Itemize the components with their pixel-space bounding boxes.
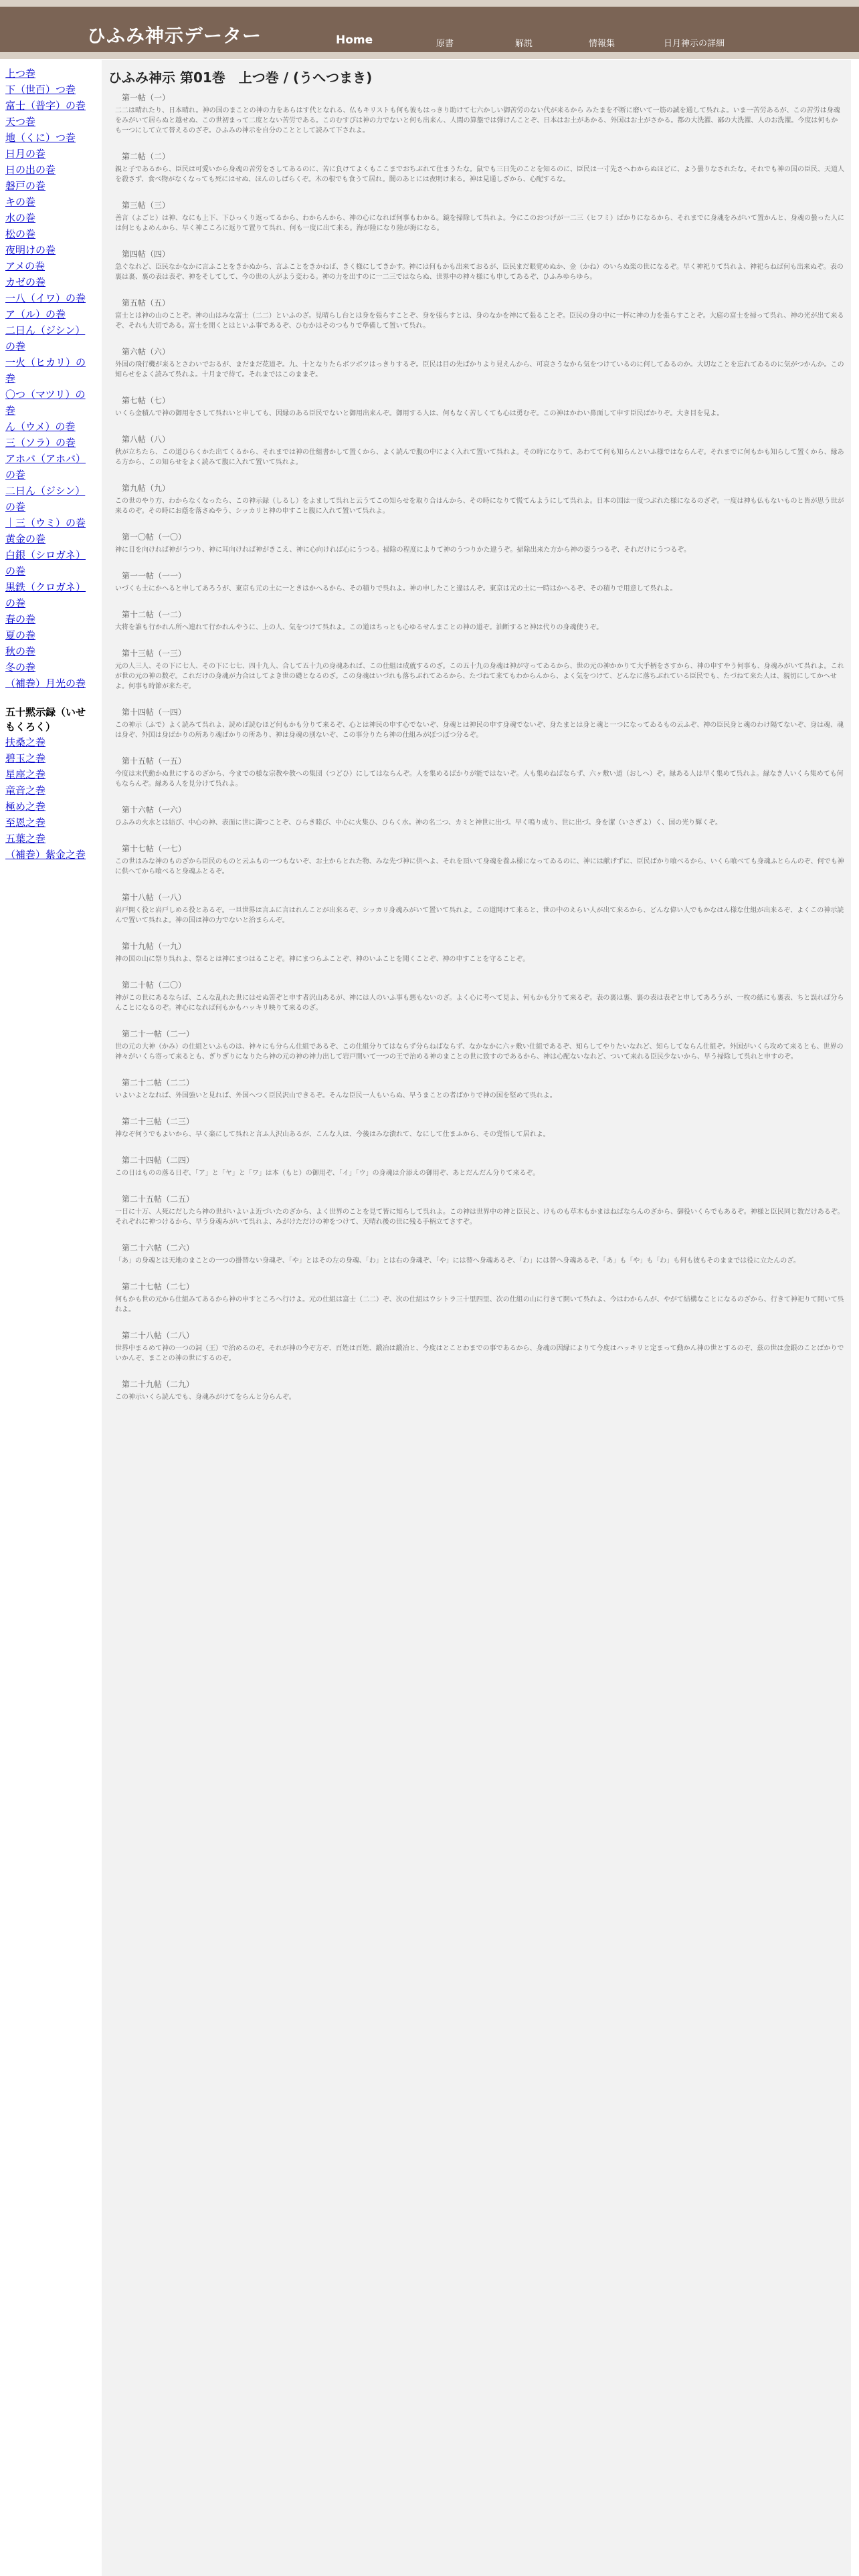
verse-text: いくら金積んで神の御用をさして呉れいと申しても、因縁のある臣民でないと御用出来んぞ。御用する人は、何もなく苦しくても心は勇むぞ。この神はかわい鼻面して申す臣民ばかりぞ。大き目を見よ。 bbox=[115, 410, 724, 417]
verse-text: 世の元の大神（かみ）の仕組といふものは、神々にも分らん仕組であるぞ、この仕組分りてはならず分らねばならず、なかなかに六ヶ敷い仕組であるぞ、知らしてやりたいなれど、知らしてならん仕組ぞ。外国がいくら攻めて来るとも、世界の神々がいくら寄って来るとも、ぎりぎりになりたら神の元の神の神力出して岩戸開いて一つの王で治める神のまことの世に致すのであるから、神は心配ないなれど、ついて来れる臣民少ないから、早う掃除して呉れと申すのぞ。 bbox=[115, 1043, 844, 1061]
verse-heading: 第一〇帖（一〇） bbox=[122, 532, 187, 542]
top-nav bbox=[0, 35, 859, 51]
verse-text: 何もかも世の元から仕組みてあるから神の申すところへ行けよ。元の仕組は富士（二二）ぞ、次の仕組はウシトラ三十里四里、次の仕組の山に行きて開いて呉れよ、今はわからんが、やがて結構なことになるのざから、行きて神祀りて開いて呉れよ。 bbox=[115, 1296, 844, 1313]
verse-text: 親と子であるから、臣民は可愛いから身魂の苦労をさしてあるのに、苦に負けてよくもここまでおちぶれて仕まうたな。鼠でも三日先のことを知るのに、臣民は一寸先さへわからぬほどに、よう曇りなされたな。それでも神の国の臣民、天道人を殺さず、食べ物がなくなっても死にはせぬ、ほんのしばらくぞ。木の根でも食うて居れ。闇のあとには夜明け来る。神は見通しざから、心配するな。 bbox=[115, 166, 844, 183]
verse-block bbox=[107, 1077, 851, 1101]
sidebar-item-link[interactable]: 黄金の巻 bbox=[5, 533, 46, 545]
sidebar-item-link[interactable]: カゼの巻 bbox=[5, 276, 46, 288]
verse-heading: 第二帖（二） bbox=[122, 152, 171, 161]
nav-link-commentary[interactable]: 解説 bbox=[515, 39, 533, 49]
verse-text: この世はみな神のものざから臣民のものと云ふもの一つもないぞ、お土からとれた物、みな先づ神に供へよ、それを頂いて身魂を養ふ様になってゐるのに、神には献げずに、臣民ばかり喰べるから、いくら喰べても身魂ふとらんのぞ、何でも神に供へてから喰べると身魂ふとるぞ。 bbox=[115, 858, 844, 875]
verse-heading: 第二十九帖（二九） bbox=[122, 1380, 195, 1389]
verse-heading: 第二十帖（二〇） bbox=[122, 980, 187, 990]
sidebar-item-link[interactable]: 日月の巻 bbox=[5, 148, 46, 160]
verse-heading: 第三帖（三） bbox=[122, 201, 171, 210]
sidebar-item-link[interactable]: 日の出の巻 bbox=[5, 164, 56, 176]
header bbox=[0, 0, 859, 59]
sidebar-item-link[interactable]: 水の巻 bbox=[5, 212, 36, 224]
nav-link-info[interactable]: 情報集 bbox=[589, 39, 615, 49]
verse-text: 外国の飛行機が来るとさわいでおるが、まだまだ花道ぞ。九、十となりたらボツボツはっきりするぞ。臣民は目の先ばかりより見えんから、可哀さうなから気をつけているのに何してゐるのか。大切なことを忘れてゐるのに気がつかんか。この知らせをよく読みて呉れよ。十月まで待て。それまではこのままぞ。 bbox=[115, 361, 844, 379]
sidebar-mokuroku-link[interactable]: 極め之巻 bbox=[5, 800, 46, 813]
verse-heading: 第十七帖（一七） bbox=[122, 844, 187, 853]
sidebar-item-link[interactable]: アホバ（アホバ）の巻 bbox=[5, 453, 86, 481]
verse-block bbox=[107, 346, 851, 380]
sidebar-item-link[interactable]: ア（ル）の巻 bbox=[5, 308, 66, 320]
verse-text: 世界中まるめて神の一つの詞（王）で治めるのぞ。それが神の今ぞ方ぞ、百姓は百姓、鍛冶は鍛冶と、今度はとことわまでの事であるから、身魂の因縁によりて今度はハッキリと定まって動かん神の世とするのぞ、茲の世は金銀のことばかりでいかんぞ、まことの神の世にするのぞ。 bbox=[115, 1345, 844, 1362]
verse-block bbox=[107, 395, 851, 419]
verse-heading: 第二十三帖（二三） bbox=[122, 1117, 195, 1126]
verse-heading: 第二十二帖（二二） bbox=[122, 1078, 195, 1087]
verse-text: この神示いくら読んでも、身魂みがけてをらんと分らんぞ。 bbox=[115, 1394, 296, 1401]
sidebar-mokuroku-link[interactable]: （補巻）紫金之巻 bbox=[5, 849, 86, 861]
sidebar-item-link[interactable]: 冬の巻 bbox=[5, 661, 36, 673]
verse-block bbox=[107, 979, 851, 1013]
sidebar-item-link[interactable]: キの巻 bbox=[5, 196, 36, 208]
verse-heading: 第四帖（四） bbox=[122, 249, 171, 259]
main-content bbox=[102, 60, 851, 2576]
verse-text: 今度は末代動かぬ世にするのざから、今までの様な宗教や教への集団（つどひ）にしてはならんぞ。人を集めるばかりが能ではないぞ。人も集めねばならず、六ヶ敷い道（おしへ）ぞ。縁ある人は早く集めて呉れよ。縁なき人いくら集めても何もならんぞ。縁ある人を見分けて呉れよ。 bbox=[115, 770, 844, 788]
sidebar-mokuroku-link[interactable]: 竜音之巻 bbox=[5, 784, 46, 796]
verse-block bbox=[107, 804, 851, 828]
sidebar-item-link[interactable]: 上つ巻 bbox=[5, 68, 36, 80]
verse-text: 秋が立ちたら、この道ひらくかた出てくるから、それまでは神の仕組書かして置くから、よく読んで腹の中によく入れて置いて呉れよ。その時になりて、あわてて何も知らんといふ様ではならんぞ。それまでに何もかも知らして置くから、縁ある方から、この知らせをよく読みて腹に入れて置いて呉れよ。 bbox=[115, 449, 844, 466]
sidebar-item-link[interactable]: 白銀（シロガネ）の巻 bbox=[5, 549, 86, 577]
sidebar-item-link[interactable]: 二日ん（ジシン）の巻 bbox=[5, 324, 86, 352]
verse-heading: 第七帖（七） bbox=[122, 396, 171, 405]
verse-text: この日はものの落る日ぞ、「ア」と「ヤ」と「ワ」は本（もと）の御用ぞ、「イ」「ウ」の身魂は介添えの御用ぞ、あとだんだん分りて来るぞ。 bbox=[115, 1170, 540, 1177]
verse-block bbox=[107, 433, 851, 467]
verse-block bbox=[107, 891, 851, 926]
verse-block bbox=[107, 248, 851, 282]
sidebar-section-title: 五十黙示録（いせもくろく） bbox=[5, 706, 86, 733]
verse-heading: 第二十五帖（二五） bbox=[122, 1194, 195, 1204]
sidebar-mokuroku-list bbox=[5, 734, 94, 863]
verse-text: 二二は晴れたり、日本晴れ。神の国のまことの神の力をあらはす代となれる、仏もキリストも何も彼もはっきり助けて七六かしい御苦労のない代が来るから みたまを不断に磨いて一筋の誠を通して呉れよ。いま一苦労あるが、この苦労は身魂をみがいて居らぬと越せぬ、この世初まって二度とない苦労である。このむすびは神の力でないと何も出来ん、人間の算盤では弾けんことぞ、日本はお土があかる、外国はお土がさかる。都の大洗濯、鄙の大洗濯、人のお洗濯。今度は何もかも一つにして立て替えるのざぞ。ひふみの神示を自分のこととして読みて下されよ。 bbox=[115, 107, 840, 134]
sidebar-item-link[interactable]: 三（ソラ）の巻 bbox=[5, 437, 76, 449]
verse-block bbox=[107, 297, 851, 331]
verse-block bbox=[107, 570, 851, 594]
site-title[interactable]: ひふみ神示データー bbox=[87, 25, 262, 47]
nav-link-details[interactable]: 日月神示の詳細 bbox=[664, 39, 725, 49]
sidebar-item-link[interactable]: ｜三（ウミ）の巻 bbox=[5, 517, 86, 529]
verse-text: 神なぞ何うでもよいから、早く楽にして呉れと言ふ人沢山あるが、こんな人は、今後はみな潰れて、なにして仕まふから、その覚悟して居れよ。 bbox=[115, 1131, 550, 1138]
verse-block bbox=[107, 1329, 851, 1364]
sidebar-mokuroku-link[interactable]: 碧玉之巻 bbox=[5, 752, 46, 764]
sidebar-item-link[interactable]: アメの巻 bbox=[5, 260, 45, 272]
page-title: ひふみ神示 第01巻 上つ巻 / (うへつまき) bbox=[108, 70, 373, 86]
verse-heading: 第五帖（五） bbox=[122, 298, 171, 308]
verse-heading: 第六帖（六） bbox=[122, 347, 171, 356]
sidebar-item-link[interactable]: 富士（普字）の巻 bbox=[5, 100, 86, 112]
sidebar-item-link[interactable]: （補巻）月光の巻 bbox=[5, 677, 86, 689]
verse-text: 元の人三人、その下に七人、その下に七七、四十九人、合して五十九の身魂あれば、この仕組は成就するのざ。この五十九の身魂は神が守ってゐるから、世の元の神かかりて大手柄をさすから、神の申すやう何事も、身魂みがいて呉れよ。これが世の元の神の数ぞ。これだけの身魂が力合はしてよき世の礎となるのざ。この身魂はいづれも落ちぶれてゐるから、たづねて来てもわからんから、よく気をつけて、どんなに落ちぶれている臣民でも、たづねて来た人は、親切にしてかへせよ。何事も時節が来たぞ。 bbox=[115, 663, 844, 690]
verse-text: いよいよとなれば、外国強いと見れば、外国へつく臣民沢山できるぞ。そんな臣民一人もいらぬ、早うまことの者ばかりで神の国を堅めて呉れよ。 bbox=[115, 1092, 557, 1099]
verse-heading: 第十九帖（一九） bbox=[122, 942, 187, 951]
sidebar-mokuroku-link[interactable]: 至恩之巻 bbox=[5, 817, 46, 829]
verse-block bbox=[107, 1193, 851, 1227]
verse-heading: 第十四帖（一四） bbox=[122, 708, 187, 717]
sidebar-item-link[interactable]: 一八（イワ）の巻 bbox=[5, 292, 86, 304]
verse-text: ひふみの火水とは結び、中心の神、表面に世に満つことぞ、ひらき睦び、中心に火集ひ、ひらく水。神の名二つ、カミと神世に出づ。早く鳴り成り、世に出づ。身を潔（いさぎよ）く、国の光り輝くぞ。 bbox=[115, 819, 722, 827]
verse-text: 神の国の山に祭り呉れよ、祭るとは神にまつはることぞ。神にまつらふことぞ、神のいふことを聞くことぞ、神の申すことを守ることぞ。 bbox=[115, 956, 530, 963]
sidebar bbox=[5, 66, 94, 863]
sidebar-item-link[interactable]: 一火（ヒカリ）の巻 bbox=[5, 356, 86, 385]
verse-block bbox=[107, 92, 851, 136]
verse-block bbox=[107, 150, 851, 185]
verse-block bbox=[107, 843, 851, 877]
sidebar-item-link[interactable]: 黒鉄（クロガネ）の巻 bbox=[5, 581, 86, 609]
verse-heading: 第十五帖（一五） bbox=[122, 756, 187, 766]
verse-text: 「あ」の身魂とは天地のまことの一つの掛替ない身魂ぞ、「や」とはその左の身魂、「わ」とは右の身魂ぞ、「や」には替へ身魂あるぞ、「わ」には替へ身魂あるぞ、「あ」も「や」も「わ」も何も彼もそのままでは役に立たんのざ。 bbox=[115, 1257, 800, 1265]
verse-heading: 第十八帖（一八） bbox=[122, 893, 187, 902]
verse-text: 善言（よごと）は神、なにも上下、下ひっくり返ってるから、わからんから、神の心になれば何事もわかる。鏡を掃除して呉れよ。今にこのおつげが一二三（ヒフミ）ばかりになるから、それまでに身魂をみがいて置かんと、身魂の曇った人には何ともよめんから、早く神こころに返りて置りて呉れ、何も一度に出て来る。海が陸になり陸が海になる。 bbox=[115, 215, 844, 232]
verse-block bbox=[107, 199, 851, 233]
sidebar-item-link[interactable]: 二日ん（ジシン）の巻 bbox=[5, 485, 86, 513]
verse-text: 神に目を向ければ神がうつり、神に耳向ければ神がきこえ、神に心向ければ心にうつる。掃除の程度によりて神のうつりかた違うぞ。掃除出来た方から神の姿うつるぞ、それだけにうつるぞ。 bbox=[115, 546, 690, 554]
sidebar-item-link[interactable]: 秋の巻 bbox=[5, 645, 36, 657]
sidebar-item-link[interactable]: 〇つ（マツリ）の巻 bbox=[5, 389, 86, 417]
verse-heading: 第十三帖（一三） bbox=[122, 649, 187, 658]
sidebar-item-link[interactable]: 下（世百）つ巻 bbox=[5, 84, 76, 96]
verse-list bbox=[102, 92, 851, 1402]
verse-block bbox=[107, 609, 851, 633]
verse-heading: 第九帖（九） bbox=[122, 484, 171, 493]
verse-text: この世のやり方、わからなくなったら、この神示録（しるし）をよまして呉れと云うてこの知らせを取り合はんから、その時になりて慌てんようにして呉れよ。日本の国は一度つぶれた様になるのざぞ。一度は神も仏もないものと皆が思う世が来るのぞ。その時にお蔭を落さぬやう、シッカリと神の申すこと腹に入れて置いて呉れよ。 bbox=[115, 498, 844, 515]
verse-block bbox=[107, 531, 851, 555]
sidebar-item-link[interactable]: 天つ巻 bbox=[5, 116, 36, 128]
verse-text: 岩戸開く役と岩戸しめる役とあるぞ。一旦世界は言ふに言はれんことが出来るぞ、シッカリ身魂みがいて置いて呉れよ。この道開けて来ると、世の中のえらい人が出て来るから、どんな偉い人でもかなはん様な仕組が出来るぞ、よくこの神示読んで置いて呉れよ。神の国は神の力でないと治まらんぞ。 bbox=[115, 907, 844, 924]
sidebar-item-link[interactable]: 松の巻 bbox=[5, 228, 36, 240]
sidebar-mokuroku-link[interactable]: 星座之巻 bbox=[5, 768, 46, 780]
sidebar-mokuroku-link[interactable]: 五葉之巻 bbox=[5, 833, 46, 845]
verse-block bbox=[107, 1378, 851, 1402]
sidebar-item-link[interactable]: ん（ウメ）の巻 bbox=[5, 421, 76, 433]
verse-heading: 第一帖（一） bbox=[122, 93, 171, 102]
verse-block bbox=[107, 1028, 851, 1062]
verse-block bbox=[107, 1115, 851, 1140]
sidebar-item-link[interactable]: 磐戸の巻 bbox=[5, 180, 46, 192]
verse-text: 一日に十万、人死にだしたら神の世がいよいよ近づいたのざから、よく世界のことを見て皆に知らして呉れよ。この神は世界中の神と臣民と、けものも草木もかまはねばならんのざから、御役いくらでもあるぞ。神様と臣民同じ数だけあるぞ。それぞれに神つけるから、早う身魂みがいて呉れよ、みがけただけの神をつけて、天晴れ後の世に残る手柄立てさすぞ。 bbox=[115, 1208, 844, 1226]
verse-heading: 第二十八帖（二八） bbox=[122, 1331, 195, 1340]
verse-block bbox=[107, 647, 851, 691]
verse-text: 大将を誰も行かれん所へ連れて行かれんやうに、上の人、気をつけて呉れよ。この道はちっとも心ゆるせんまことの神の道ぞ。油断すると神は代りの身魂使うぞ。 bbox=[115, 624, 603, 631]
verse-text: 急ぐなれど、臣民なかなかに言ふことをきかぬから、言ふことをきかねば、きく様にしてきかす。神には何もかも出来ておるが、臣民まだ眼覚めぬか、金（かね）のいらぬ楽の世になるぞ。早く神祀りて呉れよ、神祀らねば何も出来ぬぞ。表の裏は裏、裏の表は表ぞ、神をそしてして、今の世の人がよう変わる。神の力を出すのに一二三ではならぬ、世界中の神々様にも申してあるぞ、ひふみゆらゆら。 bbox=[115, 263, 844, 281]
verse-block bbox=[107, 1281, 851, 1315]
nav-home-link[interactable]: Home bbox=[336, 33, 373, 47]
sidebar-item-link[interactable]: 春の巻 bbox=[5, 613, 36, 625]
verse-heading: 第十六帖（一六） bbox=[122, 805, 187, 815]
verse-text: 富士とは神の山のことぞ。神の山はみな富士（二二）といふのざ。見晴らし台とは身を張らすことぞ、身を張らすとは、身のなかを神にて張ることぞ。臣民の身の中に一杯に神の力を張らすことぞ。大庭の富士を掃って呉れ、神の光が出て来るぞ、それも大切である。富士を開くとはといふ事であるぞ、ひむかはそのつもりで準備して置いて呉れ。 bbox=[115, 312, 844, 330]
verse-text: この神示（ふで）よく読みて呉れよ、読めば読むほど何もかも分りて来るぞ、心とは神民の申す心でないぞ、身魂とは神民の申す身魂でないぞ、身たまとは身と魂と一つになってゐるもの云ふぞ、神の臣民身と魂のわけ隔てないぞ、身は魂、魂は身ぞ、外国は身ばかりの所あり魂ばかりの所あり、神は身魂の別ないぞ、この事分りたら神の仕組みがぼつぼつ分るぞ。 bbox=[115, 722, 844, 739]
verse-heading: 第十二帖（一二） bbox=[122, 610, 187, 619]
verse-heading: 第二十六帖（二六） bbox=[122, 1243, 195, 1253]
verse-block bbox=[107, 706, 851, 740]
verse-block bbox=[107, 1242, 851, 1266]
verse-text: いづくも土にかへると申してあろうが、東京も元の土に一ときはかへるから、その積りで呉れよ。神の申したこと違はんぞ。東京は元の土に一時はかへるぞ、その積りで用意して呉れよ。 bbox=[115, 585, 677, 593]
sidebar-item-link[interactable]: 夏の巻 bbox=[5, 629, 36, 641]
verse-block bbox=[107, 482, 851, 516]
sidebar-mokuroku-link[interactable]: 扶桑之巻 bbox=[5, 736, 46, 748]
sidebar-item-link[interactable]: 夜明けの巻 bbox=[5, 244, 56, 256]
verse-heading: 第二十七帖（二七） bbox=[122, 1282, 195, 1291]
verse-heading: 第二十一帖（二一） bbox=[122, 1029, 195, 1039]
nav-link-original[interactable]: 原書 bbox=[436, 39, 454, 49]
verse-block bbox=[107, 755, 851, 789]
verse-block bbox=[107, 1154, 851, 1178]
verse-text: 神がこの世にあるならば、こんな乱れた世にはせぬ筈ぞと申す者沢山あるが、神には人のいふ事も悪もないのざ。よく心に考へて見よ、何もかも分りて来るぞ。表の裏は裏、裏の表は表ぞと申してあろうが、一枚の紙にも裏表、ちと誤れば分らんことになるのぞ。神心になれば何もかもハッキリ映りて来るのざ。 bbox=[115, 994, 844, 1012]
verse-heading: 第八帖（八） bbox=[122, 435, 171, 444]
verse-heading: 第一一帖（一一） bbox=[122, 571, 187, 580]
verse-block bbox=[107, 940, 851, 964]
verse-heading: 第二十四帖（二四） bbox=[122, 1156, 195, 1165]
sidebar-book-list bbox=[5, 66, 94, 691]
sidebar-item-link[interactable]: 地（くに）つ巻 bbox=[5, 132, 76, 144]
